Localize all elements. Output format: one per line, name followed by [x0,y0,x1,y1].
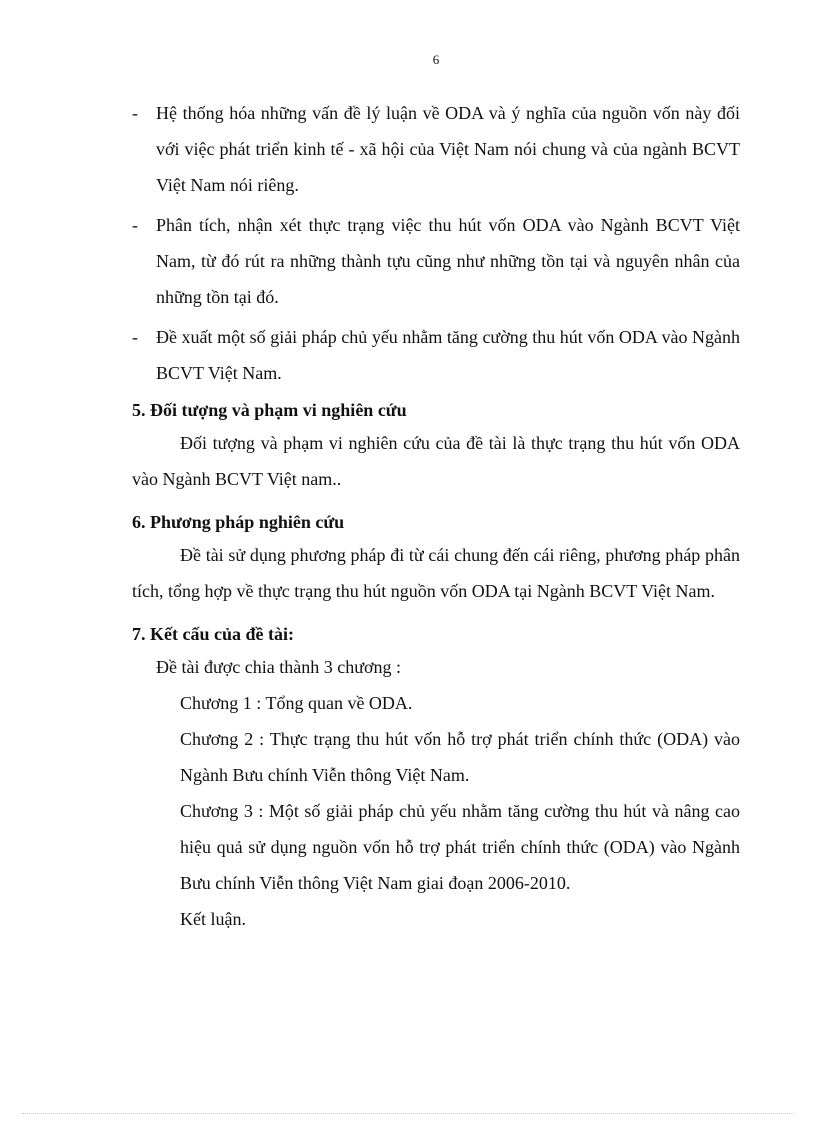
page-number: 6 [432,52,440,67]
section-7-intro: Đề tài được chia thành 3 chương : [156,657,401,677]
chapter-item: Chương 3 : Một số giải pháp chủ yếu nhằm tăng cường thu hút và nâng cao hiệu quả sử dụng nguồn vốn hỗ trợ phát triển chính thức (ODA) vào Ngành Bưu chính Viễn thông Việt Nam giai đoạn 2006-2010. [180,801,740,893]
section-5-heading: 5. Đối tượng và phạm vi nghiên cứu [132,400,407,420]
section-6-heading: 6. Phương pháp nghiên cứu [132,512,345,532]
objective-text: Hệ thống hóa những vấn đề lý luận về ODA và ý nghĩa của nguồn vốn này đối với việc phát triển kinh tế - xã hội của Việt Nam nói chung và của ngành BCVT Việt Nam nói riêng. [156,103,740,195]
section-5-text: Đối tượng và phạm vi nghiên cứu của đề tài là thực trạng thu hút vốn ODA vào Ngành BCVT Việt nam.. [132,433,740,489]
objective-item [132,207,740,315]
chapter-item: Chương 2 : Thực trạng thu hút vốn hỗ trợ phát triển chính thức (ODA) vào Ngành Bưu chính Viễn thông Việt Nam. [180,729,740,785]
chapter-item: Chương 1 : Tổng quan về ODA. [180,693,413,713]
bullet-dash: - [132,327,138,347]
page-bottom-divider [22,1113,794,1114]
section-7-heading: 7. Kết cấu của đề tài: [132,624,294,644]
objective-text: Đề xuất một số giải pháp chủ yếu nhằm tăng cường thu hút vốn ODA vào Ngành BCVT Việt Nam. [156,327,740,383]
chapter-item: Kết luận. [180,909,246,929]
bullet-dash: - [132,103,138,123]
page-content [132,95,740,937]
objective-item [132,319,740,391]
bullet-dash: - [132,215,138,235]
section-6-text: Đề tài sử dụng phương pháp đi từ cái chung đến cái riêng, phương pháp phân tích, tổng hợp về thực trạng thu hút nguồn vốn ODA tại Ngành BCVT Việt Nam. [132,545,740,601]
objective-item [132,95,740,203]
objective-text: Phân tích, nhận xét thực trạng việc thu hút vốn ODA vào Ngành BCVT Việt Nam, từ đó rút ra những thành tựu cũng như những tồn tại và nguyên nhân của những tồn tại đó. [156,215,740,307]
